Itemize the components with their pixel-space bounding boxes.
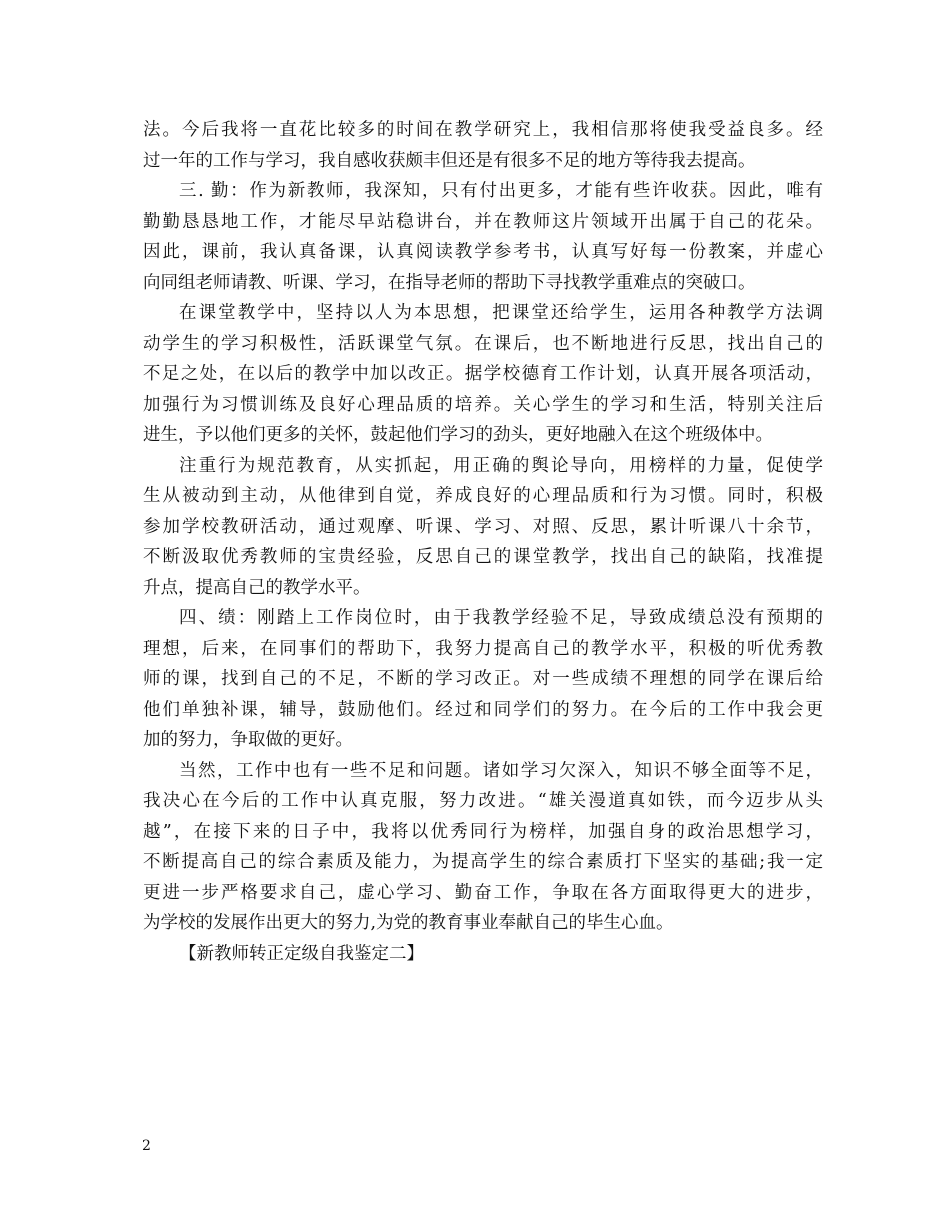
- text-line: 理想，后来，在同事们的帮助下，我努力提高自己的教学水平，积极的听优秀教: [143, 638, 823, 659]
- text-line: 法。今后我将一直花比较多的时间在教学研究上，我相信那将使我受益良多。经: [143, 120, 823, 140]
- paragraph: [143, 603, 823, 756]
- text-line: 为学校的发展作出更大的努力,为党的教育事业奉献自己的毕生心血。: [143, 913, 674, 933]
- text-line: 越”，在接下来的日子中，我将以优秀同行为榜样，加强自身的政治思想学习，: [143, 821, 823, 842]
- text-line: 不足之处，在以后的教学中加以改正。据学校德育工作计划，认真开展各项活动，: [143, 364, 823, 384]
- text-line: 我决心在今后的工作中认真克服，努力改进。“雄关漫道真如铁，而今迈步从头: [143, 791, 823, 811]
- text-line: 当然，工作中也有一些不足和问题。诸如学习欠深入，知识不够全面等不足，: [179, 760, 823, 781]
- text-line: 不断汲取优秀教师的宝贵经验，反思自己的课堂教学，找出自己的缺陷，找准提: [143, 547, 823, 567]
- text-line: 更进一步严格要求自己，虚心学习、勤奋工作，争取在各方面取得更大的进步，: [143, 882, 823, 903]
- text-line: 勤勤恳恳地工作，才能尽早站稳讲台，并在教师这片领域开出属于自己的花朵。: [143, 211, 823, 232]
- text-line: 他们单独补课，辅导，鼓励他们。经过和同学们的努力。在今后的工作中我会更: [143, 699, 823, 720]
- paragraph: [143, 176, 823, 298]
- paragraph: [143, 451, 823, 604]
- text-line: 四、绩：刚踏上工作岗位时，由于我教学经验不足，导致成绩总没有预期的: [179, 608, 823, 628]
- paragraph: [143, 298, 823, 451]
- text-line: 向同组老师请教、听课、学习，在指导老师的帮助下寻找教学重难点的突破口。: [143, 272, 756, 293]
- text-line: 在课堂教学中，坚持以人为本思想，把课堂还给学生，运用各种教学方法调: [179, 303, 823, 323]
- paragraph: [143, 939, 823, 970]
- text-line: 三. 勤：作为新教师，我深知，只有付出更多，才能有些许收获。因此，唯有: [179, 181, 823, 201]
- text-line: 【新教师转正定级自我鉴定二】: [179, 943, 424, 964]
- text-line: 加的努力，争取做的更好。: [143, 730, 353, 750]
- text-line: 师的课，找到自己的不足，不断的学习改正。对一些成绩不理想的同学在课后给: [143, 669, 823, 689]
- text-line: 不断提高自己的综合素质及能力，为提高学生的综合素质打下坚实的基础;我一定: [143, 852, 823, 872]
- text-line: 生从被动到主动，从他律到自觉，养成良好的心理品质和行为习惯。同时，积极: [143, 486, 823, 506]
- page-number: 2: [142, 1138, 151, 1154]
- text-line: 动学生的学习积极性，活跃课堂气氛。在课后，也不断地进行反思，找出自己的: [143, 333, 823, 354]
- text-line: 加强行为习惯训练及良好心理品质的培养。关心学生的学习和生活，特别关注后: [143, 394, 823, 415]
- text-line: 过一年的工作与学习，我自感收获颇丰但还是有很多不足的地方等待我去提高。: [143, 150, 756, 171]
- paragraph: [143, 115, 823, 176]
- paragraph: [143, 756, 823, 939]
- text-line: 升点，提高自己的教学水平。: [143, 577, 371, 598]
- text-line: 进生，予以他们更多的关怀，鼓起他们学习的劲头，更好地融入在这个班级体中。: [143, 425, 773, 445]
- body-text: [143, 115, 823, 969]
- text-line: 注重行为规范教育，从实抓起，用正确的舆论导向，用榜样的力量，促使学: [179, 455, 823, 476]
- text-line: 因此，课前，我认真备课，认真阅读教学参考书，认真写好每一份教案，并虚心: [143, 242, 823, 262]
- text-line: 参加学校教研活动，通过观摩、听课、学习、对照、反思，累计听课八十余节，: [143, 516, 823, 537]
